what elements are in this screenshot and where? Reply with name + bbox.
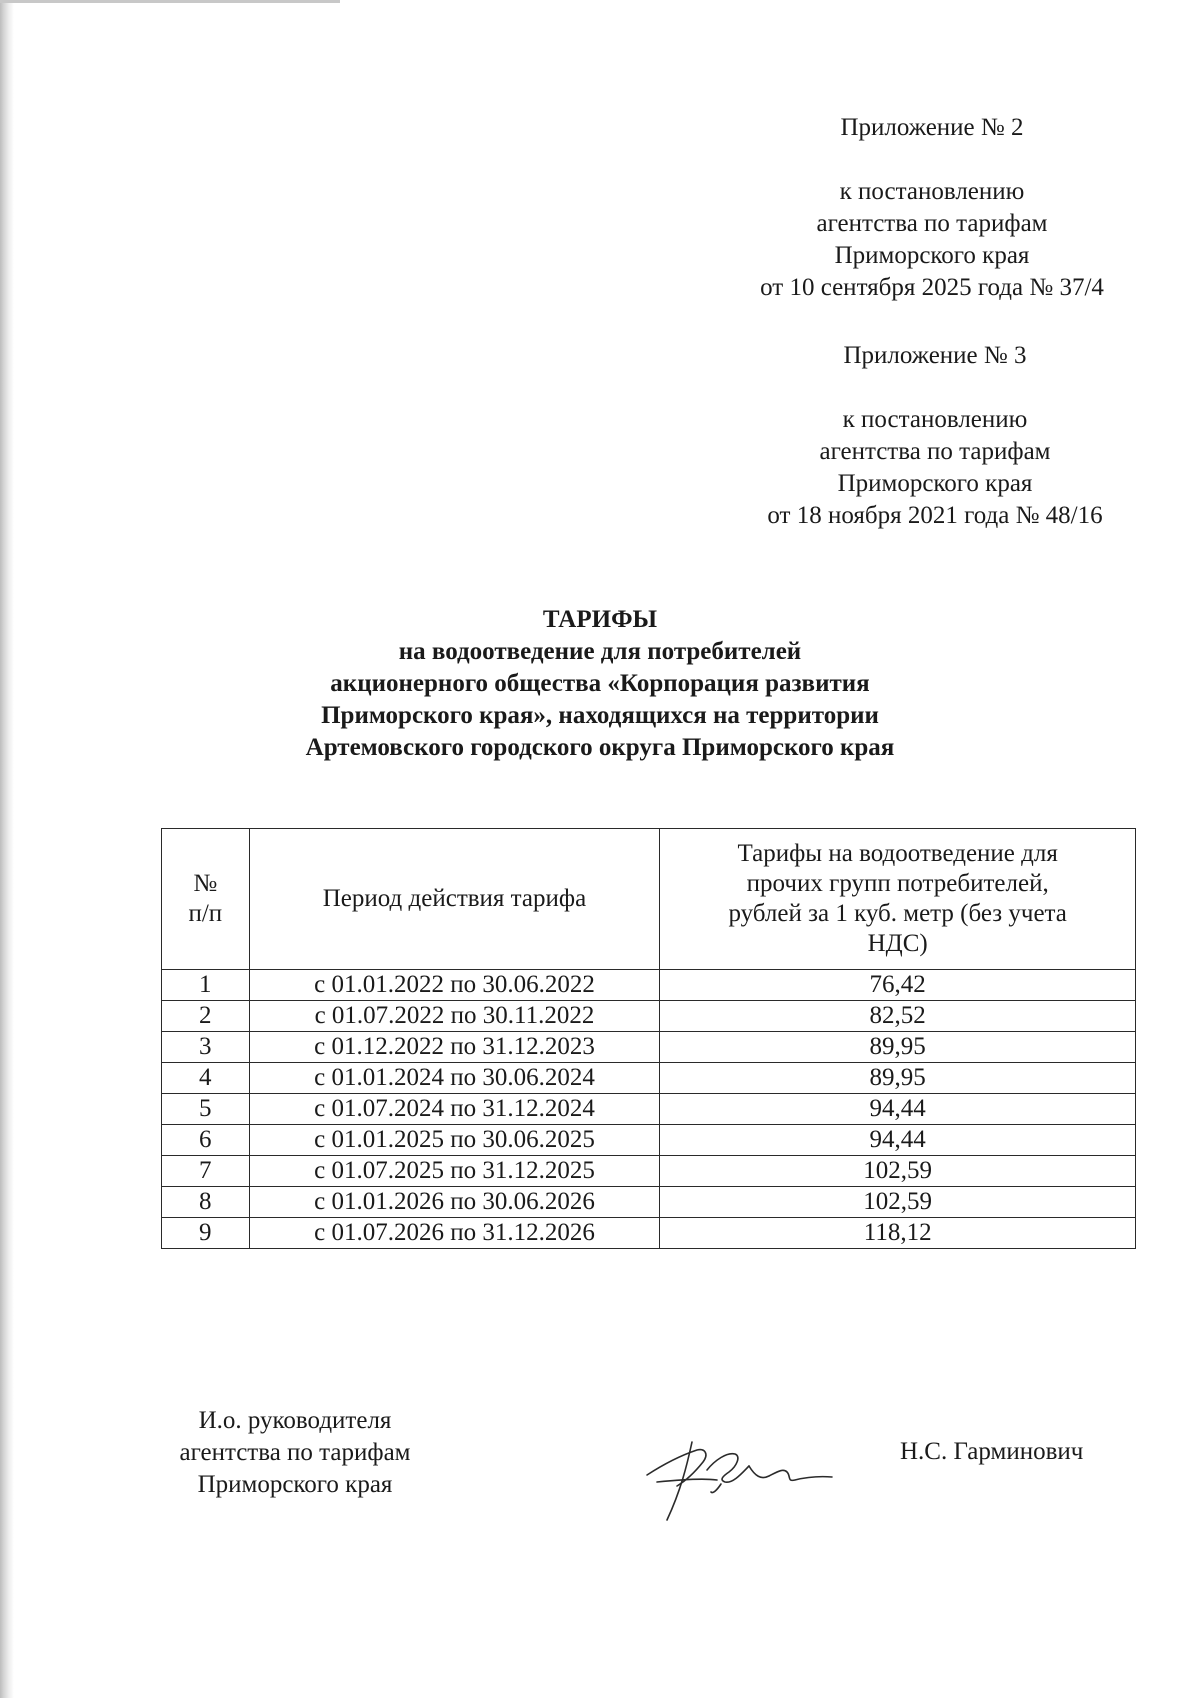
signatory-position-line: Приморского края (197, 1471, 393, 1498)
header-tariff-line: рублей за 1 куб. метр (без учета (728, 900, 1067, 927)
appendix-3-line: агентства по тарифам (819, 438, 1051, 465)
signatory-name: Н.С. Гарминович (900, 1438, 1084, 1465)
cell-tariff: 89,95 (660, 1032, 1136, 1063)
cell-tariff: 102,59 (660, 1187, 1136, 1218)
cell-num: 8 (162, 1187, 250, 1218)
document-title-line: Артемовского городского округа Приморского края (305, 734, 895, 761)
cell-period: с 01.07.2025 по 31.12.2025 (249, 1156, 660, 1187)
header-num (162, 829, 250, 970)
cell-num: 9 (162, 1218, 250, 1249)
header-tariff-line: прочих групп потребителей, (746, 870, 1049, 897)
table-row (162, 1218, 1136, 1249)
handwritten-signature (637, 1420, 837, 1535)
table-row (162, 970, 1136, 1001)
header-tariff-line: Тарифы на водоотведение для (737, 840, 1058, 867)
cell-period: с 01.07.2026 по 31.12.2026 (249, 1218, 660, 1249)
cell-period: с 01.07.2022 по 30.11.2022 (249, 1001, 660, 1032)
appendix-3-header (700, 340, 1170, 532)
table-row (162, 1125, 1136, 1156)
table-row (162, 1032, 1136, 1063)
appendix-2-line: от 10 сентября 2025 года № 37/4 (760, 274, 1104, 301)
cell-num: 3 (162, 1032, 250, 1063)
appendix-2-line: Приморского края (834, 242, 1030, 269)
signature-drawing (637, 1420, 837, 1530)
signatory-position-line: И.о. руководителя (198, 1407, 392, 1434)
appendix-3-line: от 18 ноября 2021 года № 48/16 (767, 502, 1103, 529)
cell-num: 4 (162, 1063, 250, 1094)
cell-num: 2 (162, 1001, 250, 1032)
document-title-line: ТАРИФЫ (542, 606, 658, 633)
appendix-2-title: Приложение № 2 (840, 114, 1024, 141)
document-title-line: на водоотведение для потребителей (398, 638, 802, 665)
spacer (700, 372, 1170, 404)
table-row (162, 1001, 1136, 1032)
cell-num: 1 (162, 970, 250, 1001)
signatory-position (130, 1405, 460, 1501)
cell-period: с 01.07.2024 по 31.12.2024 (249, 1094, 660, 1125)
cell-tariff: 102,59 (660, 1156, 1136, 1187)
header-period: Период действия тарифа (249, 829, 660, 970)
document-title (200, 604, 1000, 764)
cell-tariff: 94,44 (660, 1125, 1136, 1156)
document-title-line: Приморского края», находящихся на территории (321, 702, 879, 729)
tariff-table (161, 828, 1136, 1249)
cell-period: с 01.01.2025 по 30.06.2025 (249, 1125, 660, 1156)
spacer (697, 144, 1167, 176)
table-row (162, 1094, 1136, 1125)
appendix-2-header (697, 112, 1167, 304)
table-row (162, 1187, 1136, 1218)
cell-period: с 01.01.2024 по 30.06.2024 (249, 1063, 660, 1094)
cell-period: с 01.01.2022 по 30.06.2022 (249, 970, 660, 1001)
appendix-2-line: к постановлению (839, 178, 1025, 205)
document-title-line: акционерного общества «Корпорация развития (330, 670, 870, 697)
cell-period: с 01.12.2022 по 31.12.2023 (249, 1032, 660, 1063)
cell-num: 5 (162, 1094, 250, 1125)
cell-tariff: 82,52 (660, 1001, 1136, 1032)
header-tariff (660, 829, 1136, 970)
cell-tariff: 76,42 (660, 970, 1136, 1001)
cell-tariff: 89,95 (660, 1063, 1136, 1094)
appendix-3-line: Приморского края (837, 470, 1033, 497)
table-row (162, 1156, 1136, 1187)
table-header-row (162, 829, 1136, 970)
cell-tariff: 94,44 (660, 1094, 1136, 1125)
appendix-3-line: к постановлению (842, 406, 1028, 433)
header-num-line: п/п (188, 900, 223, 927)
appendix-3-title: Приложение № 3 (843, 342, 1027, 369)
cell-num: 6 (162, 1125, 250, 1156)
header-num-line: № (193, 870, 218, 897)
scan-left-edge (0, 0, 14, 1698)
table-row (162, 1063, 1136, 1094)
cell-tariff: 118,12 (660, 1218, 1136, 1249)
appendix-2-line: агентства по тарифам (816, 210, 1048, 237)
signatory-position-line: агентства по тарифам (179, 1439, 411, 1466)
scan-top-edge (0, 0, 340, 3)
header-tariff-line: НДС) (867, 930, 928, 957)
cell-num: 7 (162, 1156, 250, 1187)
cell-period: с 01.01.2026 по 30.06.2026 (249, 1187, 660, 1218)
